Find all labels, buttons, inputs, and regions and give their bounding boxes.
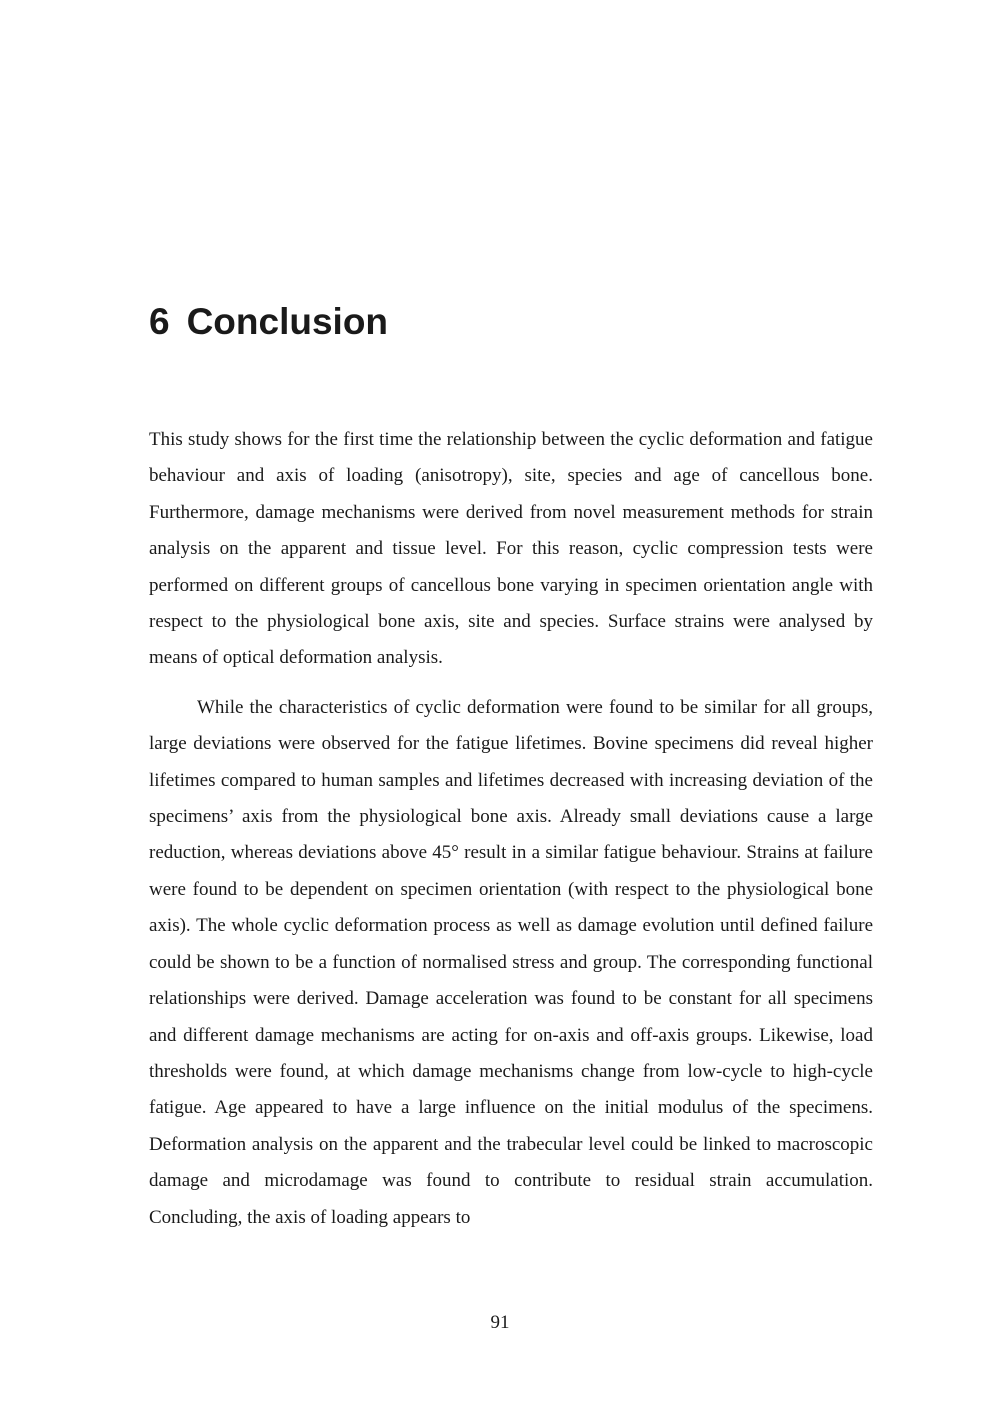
chapter-title: Conclusion [186, 301, 389, 342]
chapter-number: 6 [149, 301, 170, 342]
paragraph-findings: While the characteristics of cyclic deformation were found to be similar for all groups, large deviations were observed for the fatigue lifetimes. Bovine specimens did reveal higher lifetimes compared to human samples and lifetimes decreased with increasing deviation of the specimens’ axis from the physiological bone axis. Already small deviations cause a large reduction, whereas deviations above 45° result in a similar fatigue behaviour. Strains at failure were found to be dependent on specimen orientation (with respect to the physiological bone axis). The whole cyclic deformation process as well as damage evolution until defined failure could be shown to be a function of normalised stress and group. The corresponding functional relationships were derived. Damage acceleration was found to be constant for all specimens and different damage mechanisms are acting for on-axis and off-axis groups. Likewise, load thresholds were found, at which damage mechanisms change from low-cycle to high-cycle fatigue. Age appeared to have a large influence on the initial modulus of the specimens. Deformation analysis on the apparent and the trabecular level could be linked to macroscopic damage and microdamage was found to contribute to residual strain accumulation. Concluding, the axis of loading appears to [149, 696, 873, 1228]
chapter-body [149, 422, 873, 1236]
chapter-heading [149, 296, 388, 348]
page-number: 91 [490, 1312, 510, 1333]
paragraph-intro: This study shows for the first time the relationship between the cyclic deformation and fatigue behaviour and axis of loading (anisotropy), site, species and age of cancellous bone. Furthermore, damage mechanisms were derived from novel measurement methods for strain analysis on the apparent and tissue level. For this reason, cyclic compression tests were performed on different groups of cancellous bone varying in specimen orientation angle with respect to the physiological bone axis, site and species. Surface strains were analysed by means of optical deformation analysis. [149, 429, 873, 669]
